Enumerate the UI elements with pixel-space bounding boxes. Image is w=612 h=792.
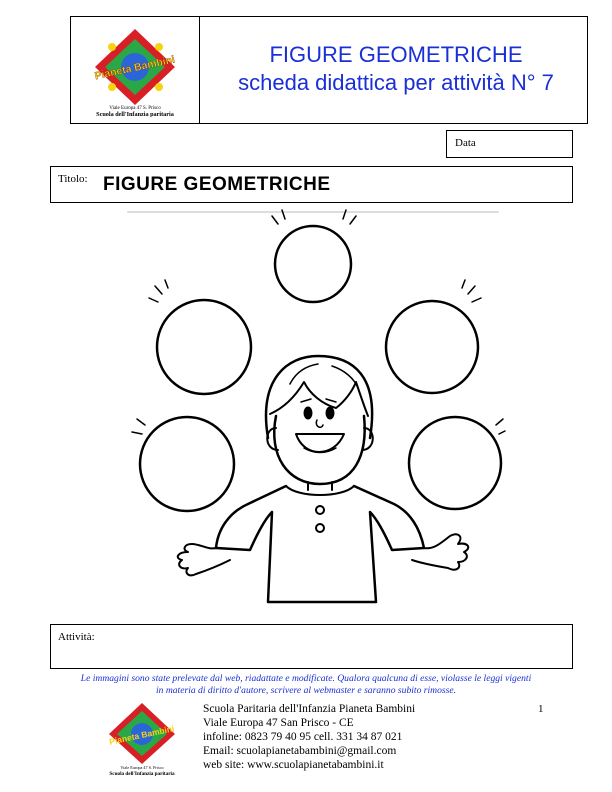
illustration-graphic (118, 206, 508, 616)
date-field[interactable] (446, 130, 573, 158)
logo-dot (155, 83, 163, 91)
shirt-button (316, 524, 324, 532)
motion-lines (132, 419, 145, 434)
motion-lines (149, 280, 168, 302)
title-label: Titolo: (58, 173, 88, 185)
juggling-child-illustration (118, 206, 508, 616)
copyright-disclaimer (30, 673, 582, 697)
circle-upper-right (386, 301, 478, 393)
logo-dot (155, 43, 163, 51)
page-number: 1 (538, 703, 544, 715)
hair-outline (266, 356, 372, 438)
header-title-line1: FIGURE GEOMETRICHE (269, 42, 523, 67)
header-divider (199, 17, 200, 123)
face-outline (274, 416, 364, 484)
footer-phone: infoline: 0823 79 40 95 cell. 331 34 87 021 (203, 731, 403, 743)
date-label: Data (455, 137, 476, 149)
nose (316, 420, 323, 427)
header-title-line2: scheda didattica per attività N° 7 (238, 70, 554, 95)
left-eye (304, 407, 312, 419)
collar (286, 486, 354, 495)
footer-logo-subtitle: Scuola dell'Infanzia paritaria (109, 771, 175, 776)
mouth (296, 434, 344, 452)
footer-address: Viale Europa 47 San Prisco - CE (203, 717, 354, 729)
footer-logo-address: Viale Europa 47 S. Prisco (120, 765, 164, 770)
hair-fringe (270, 382, 368, 416)
footer-logo-name: Pianeta Bambini (108, 723, 176, 747)
title-field[interactable] (50, 166, 573, 203)
footer-email[interactable]: Email: scuolapianetabambini@gmail.com (203, 745, 397, 757)
disclaimer-line2: in materia di diritto d'autore, scrivere al webmaster e saranno subito rimosse. (155, 685, 457, 696)
activity-field[interactable] (50, 624, 573, 669)
footer-contact-info (203, 702, 415, 772)
circle-lower-right (409, 417, 501, 509)
logo-address: Viale Europa 47 S. Prisco (109, 106, 161, 111)
title-value: FIGURE GEOMETRICHE (103, 174, 331, 195)
shirt-button (316, 506, 324, 514)
logo-dot (108, 43, 116, 51)
circle-lower-left (140, 417, 234, 511)
footer-logo-graphic (96, 700, 188, 776)
logo-dot (108, 83, 116, 91)
circle-upper-left (157, 300, 251, 394)
logo-name: Pianeta Bambini (93, 53, 176, 83)
motion-lines (496, 419, 505, 434)
header-box (70, 16, 588, 124)
motion-lines (462, 280, 481, 302)
footer-logo (96, 700, 188, 776)
activity-label: Attività: (58, 631, 95, 643)
right-eye (326, 407, 334, 419)
header-title (211, 41, 581, 97)
footer-website[interactable]: web site: www.scuolapianetabambini.it (203, 759, 384, 771)
school-logo (79, 25, 191, 117)
hair-strands (290, 364, 358, 388)
circle-top (275, 226, 351, 302)
logo-graphic (79, 25, 191, 117)
shirt (216, 486, 424, 602)
logo-subtitle: Scuola dell'Infanzia paritaria (96, 111, 174, 117)
disclaimer-line1: Le immagini sono state prelevate dal web, riadattate e modificate. Qualora qualcuna di esse, violasse le leggi vigenti (80, 673, 532, 684)
footer-school-name: Scuola Paritaria dell'Infanzia Pianeta Bambini (203, 703, 416, 715)
right-hand (412, 534, 468, 569)
